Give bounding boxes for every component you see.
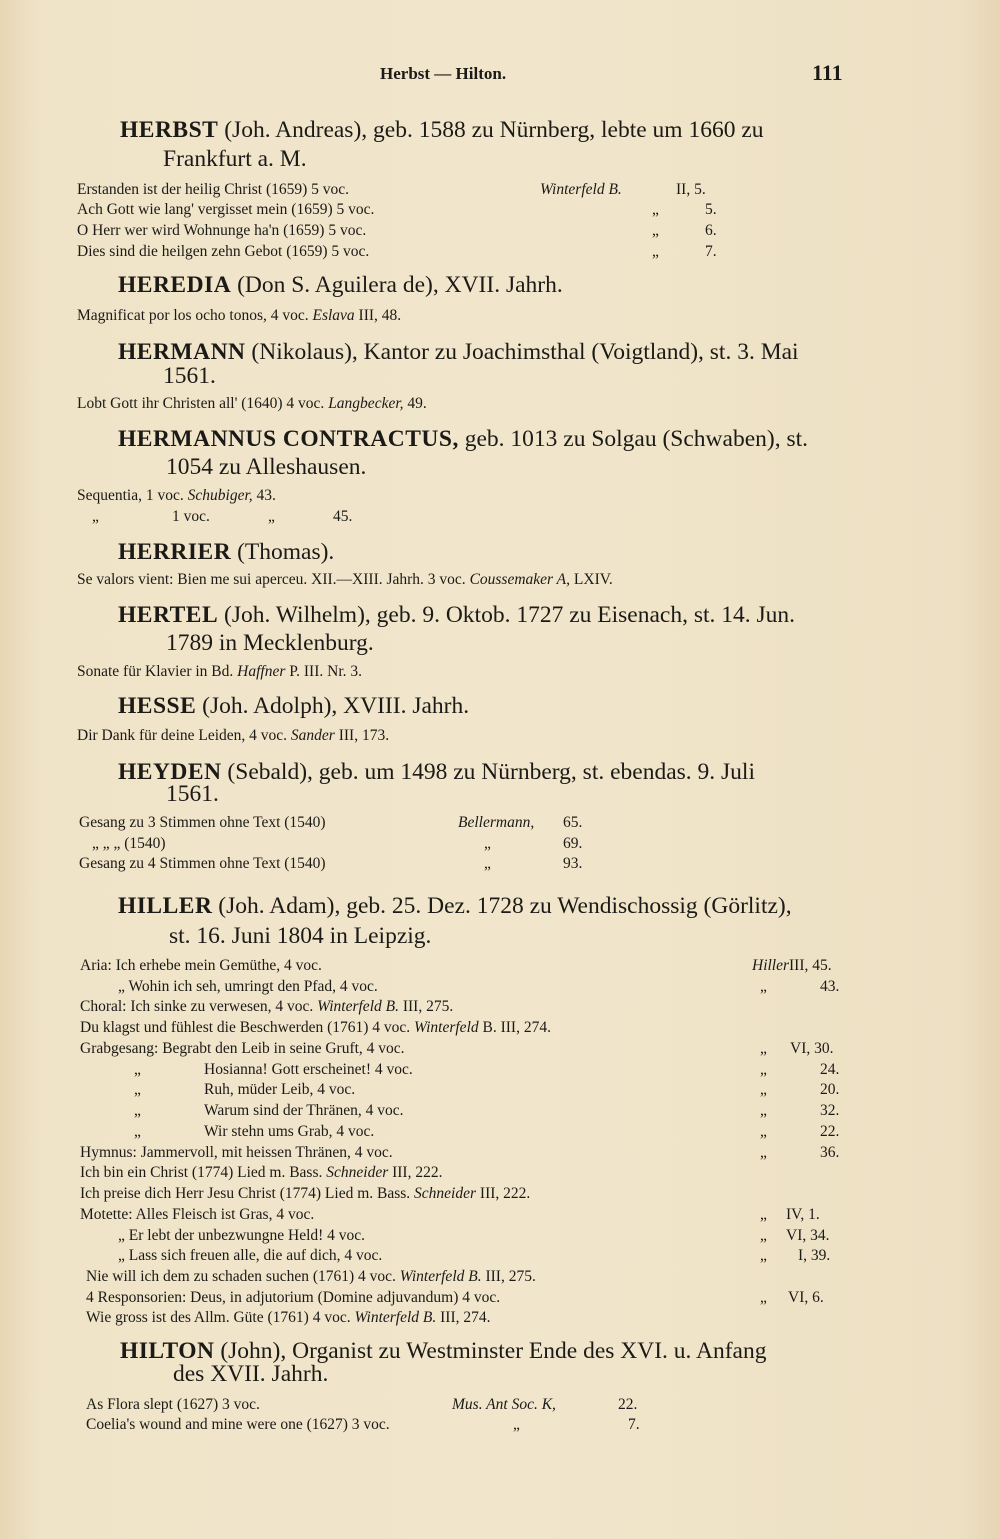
work-ref: III, 275.	[485, 1268, 536, 1285]
work-line: Hosianna! Gott erscheinet! 4 voc.	[204, 1061, 413, 1078]
entry-hertel-bio-cont: 1789 in Mecklenburg.	[166, 630, 374, 656]
work-line: Grabgesang: Begrabt den Leib in seine Gruft, 4 voc.	[80, 1040, 405, 1057]
composer-name: HESSE	[118, 693, 197, 719]
entry-hermannus-bio-cont: 1054 zu Alleshausen.	[166, 454, 367, 480]
entry-hilton-bio-cont: des XVII. Jahrh.	[173, 1361, 329, 1387]
work-line	[80, 997, 453, 1016]
composer-name: HILLER	[118, 893, 213, 919]
work-title: Ich preise dich Herr Jesu Christ (1774) Lied m. Bass.	[80, 1185, 411, 1202]
work-line	[80, 1018, 551, 1037]
entry-herbst-bio-cont: Frankfurt a. M.	[163, 146, 307, 172]
work-ref: B. III, 274.	[482, 1019, 551, 1036]
work-ref: VI, 30.	[790, 1040, 834, 1057]
work-line: Hymnus: Jammervoll, mit heissen Thränen, 4 voc.	[80, 1144, 393, 1161]
entry-hiller-bio-cont: st. 16. Juni 1804 in Leipzig.	[169, 923, 432, 949]
work-line: O Herr wer wird Wohnunge ha'n (1659) 5 voc.	[77, 222, 367, 239]
ditto-mark: „	[92, 508, 99, 525]
work-line	[86, 1267, 536, 1286]
work-source: Hiller	[752, 957, 790, 974]
work-line: Gesang zu 4 Stimmen ohne Text (1540)	[79, 855, 326, 872]
work-ref: 36.	[820, 1144, 840, 1161]
work-line: Ruh, müder Leib, 4 voc.	[204, 1081, 356, 1098]
work-line: „ Lass sich freuen alle, die auf dich, 4 voc.	[118, 1247, 383, 1264]
work-ref: 43.	[256, 487, 276, 504]
work-source: Schubiger,	[187, 487, 253, 504]
work-line: „ „ „ (1540)	[92, 835, 166, 852]
work-ref: III, 275.	[402, 998, 454, 1015]
composer-name: HERTEL	[118, 602, 219, 628]
work-source: Mus. Ant Soc. K,	[452, 1396, 556, 1413]
work-ref: IV, 1.	[786, 1206, 820, 1223]
work-line: As Flora slept (1627) 3 voc.	[86, 1396, 260, 1413]
page-number: 111	[812, 60, 843, 85]
work-source: Winterfeld B.	[317, 998, 399, 1015]
work-source: Winterfeld B.	[540, 181, 622, 198]
entry-hermann-heading	[118, 338, 799, 367]
work-source: „	[760, 1081, 767, 1098]
work-ref: III, 173.	[338, 727, 390, 744]
work-line: Erstanden ist der heilig Christ (1659) 5 voc.	[77, 181, 350, 198]
work-ref: 49.	[407, 395, 427, 412]
composer-bio: (Joh. Adam), geb. 25. Dez. 1728 zu Wendischossig (Görlitz),	[218, 893, 792, 919]
work-title: Ich bin ein Christ (1774) Lied m. Bass.	[80, 1164, 323, 1181]
work-ref: III, 274.	[440, 1309, 491, 1326]
work-ref: VI, 6.	[788, 1289, 824, 1306]
work-line	[77, 306, 401, 325]
work-line	[77, 570, 613, 589]
work-source: Haffner	[237, 663, 286, 680]
composer-bio: (Nikolaus), Kantor zu Joachimsthal (Voigtland), st. 3. Mai	[251, 339, 799, 365]
work-ref: 5.	[705, 201, 717, 218]
work-source: „	[652, 201, 659, 218]
ditto-mark: „	[134, 1123, 141, 1140]
work-ref: 45.	[333, 508, 353, 525]
work-line: Ach Gott wie lang' vergisset mein (1659) 5 voc.	[77, 201, 375, 218]
work-line	[80, 1163, 442, 1182]
work-title: Du klagst und fühlest die Beschwerden (1761) 4 voc.	[80, 1019, 411, 1036]
work-line: Dies sind die heilgen zehn Gebot (1659) 5 voc.	[77, 243, 370, 260]
ditto-mark: „	[134, 1061, 141, 1078]
work-line: „ Wohin ich seh, umringt den Pfad, 4 voc.	[118, 978, 378, 995]
work-source: „	[760, 1289, 767, 1306]
work-line: „ Er lebt der unbezwungne Held! 4 voc.	[118, 1227, 366, 1244]
entry-hertel-heading	[118, 601, 795, 630]
work-source: „	[268, 508, 275, 525]
work-line	[86, 1308, 491, 1327]
work-title: Dir Dank für deine Leiden, 4 voc.	[77, 727, 288, 744]
entry-hermann-bio-cont: 1561.	[163, 363, 216, 389]
work-title: Se valors vient: Bien me sui aperceu. XII.—XIII. Jahrh. 3 voc.	[77, 571, 466, 588]
work-source: Schneider	[414, 1185, 477, 1202]
work-title: Sonate für Klavier in Bd.	[77, 663, 234, 680]
work-source: „	[760, 1144, 767, 1161]
work-line: Warum sind der Thränen, 4 voc.	[204, 1102, 404, 1119]
running-header: Herbst — Hilton.	[380, 64, 507, 83]
work-ref: III, 222.	[479, 1185, 531, 1202]
ditto-mark: „	[134, 1081, 141, 1098]
work-ref: 20.	[820, 1081, 840, 1098]
work-source: Winterfeld	[414, 1019, 479, 1036]
work-title: Lobt Gott ihr Christen all' (1640) 4 voc.	[77, 395, 325, 412]
work-source: „	[760, 1061, 767, 1078]
work-ref: III, 222.	[392, 1164, 443, 1181]
work-line	[77, 486, 276, 505]
work-title: Nie will ich dem zu schaden suchen (1761) 4 voc.	[86, 1268, 396, 1285]
work-source: „	[513, 1416, 520, 1433]
composer-name: HERMANNUS CONTRACTUS,	[118, 426, 459, 452]
work-source: „	[760, 1102, 767, 1119]
work-line: Motette: Alles Fleisch ist Gras, 4 voc.	[80, 1206, 315, 1223]
work-title: 1 voc.	[172, 508, 210, 525]
work-ref: 6.	[705, 222, 717, 239]
work-title: Choral: Ich sinke zu verwesen, 4 voc.	[80, 998, 314, 1015]
entry-heredia-heading	[118, 271, 563, 300]
work-line	[77, 662, 362, 681]
work-line: Coelia's wound and mine were one (1627) 3 voc.	[86, 1416, 390, 1433]
work-title: Magnificat por los ocho tonos, 4 voc.	[77, 307, 309, 324]
composer-bio: (Joh. Wilhelm), geb. 9. Oktob. 1727 zu Eisenach, st. 14. Jun.	[224, 602, 796, 628]
work-ref: 69.	[563, 835, 583, 852]
work-source: Bellermann,	[458, 814, 535, 831]
composer-bio: (John), Organist zu Westminster Ende des XVI. u. Anfang	[220, 1338, 767, 1364]
composer-bio: (Don S. Aguilera de), XVII. Jahrh.	[237, 272, 563, 298]
composer-name: HILTON	[120, 1338, 215, 1364]
composer-name: HERBST	[120, 117, 219, 143]
work-line	[77, 726, 389, 745]
entry-herrier-heading	[118, 538, 334, 567]
composer-bio: (Thomas).	[237, 539, 335, 565]
entry-hiller-heading	[118, 892, 792, 921]
work-ref: 65.	[563, 814, 583, 831]
work-ref: 43.	[820, 978, 840, 995]
work-title: Wie gross ist des Allm. Güte (1761) 4 voc.	[86, 1309, 351, 1326]
work-ref: 7.	[628, 1416, 640, 1433]
work-source: „	[760, 1247, 767, 1264]
work-source: „	[760, 1227, 767, 1244]
composer-name: HERMANN	[118, 339, 246, 365]
entry-herbst-heading	[120, 116, 764, 145]
work-ref: LXIV.	[573, 571, 613, 588]
composer-name: HEYDEN	[118, 759, 222, 785]
composer-name: HEREDIA	[118, 272, 232, 298]
work-ref: III, 48.	[358, 307, 402, 324]
work-source: Eslava	[312, 307, 355, 324]
work-source: „	[652, 222, 659, 239]
work-source: Winterfeld B.	[399, 1268, 482, 1285]
work-source: Sander	[290, 727, 335, 744]
work-source: „	[760, 1123, 767, 1140]
work-ref: 7.	[705, 243, 717, 260]
work-source: Schneider	[326, 1164, 389, 1181]
work-ref: 22.	[618, 1396, 638, 1413]
work-ref: P. III. Nr. 3.	[289, 663, 362, 680]
work-ref: VI, 34.	[786, 1227, 830, 1244]
composer-bio: (Sebald), geb. um 1498 zu Nürnberg, st. ebendas. 9. Juli	[227, 759, 755, 785]
work-ref: 93.	[563, 855, 583, 872]
work-ref: 32.	[820, 1102, 840, 1119]
work-ref: III, 45.	[789, 957, 832, 974]
entry-hesse-heading	[118, 692, 469, 721]
work-line: Wir stehn ums Grab, 4 voc.	[204, 1123, 375, 1140]
work-line: Gesang zu 3 Stimmen ohne Text (1540)	[79, 814, 326, 831]
work-ref: II, 5.	[676, 181, 706, 198]
composer-bio: (Joh. Adolph), XVIII. Jahrh.	[202, 693, 470, 719]
work-title: Sequentia, 1 voc.	[77, 487, 184, 504]
work-source: „	[760, 978, 767, 995]
work-line	[77, 394, 427, 413]
work-line: 4 Responsorien: Deus, in adjutorium (Domine adjuvandum) 4 voc.	[86, 1289, 501, 1306]
work-source: „	[652, 243, 659, 260]
work-source: „	[484, 835, 491, 852]
entry-heyden-bio-cont: 1561.	[166, 781, 219, 807]
ditto-mark: „	[134, 1102, 141, 1119]
work-line	[80, 1184, 530, 1203]
work-ref: I, 39.	[798, 1247, 831, 1264]
composer-name: HERRIER	[118, 539, 232, 565]
work-source: Coussemaker A,	[469, 571, 571, 588]
work-source: „	[484, 855, 491, 872]
composer-bio: geb. 1013 zu Solgau (Schwaben), st.	[464, 426, 809, 452]
work-ref: 24.	[820, 1061, 840, 1078]
composer-bio: (Joh. Andreas), geb. 1588 zu Nürnberg, lebte um 1660 zu	[224, 117, 764, 143]
work-source: „	[760, 1206, 767, 1223]
work-ref: 22.	[820, 1123, 840, 1140]
work-source: Winterfeld B.	[354, 1309, 437, 1326]
work-source: Langbecker,	[328, 395, 404, 412]
entry-hermannus-heading	[118, 425, 808, 454]
work-source: „	[760, 1040, 767, 1057]
work-line: Aria: Ich erhebe mein Gemüthe, 4 voc.	[80, 957, 322, 974]
